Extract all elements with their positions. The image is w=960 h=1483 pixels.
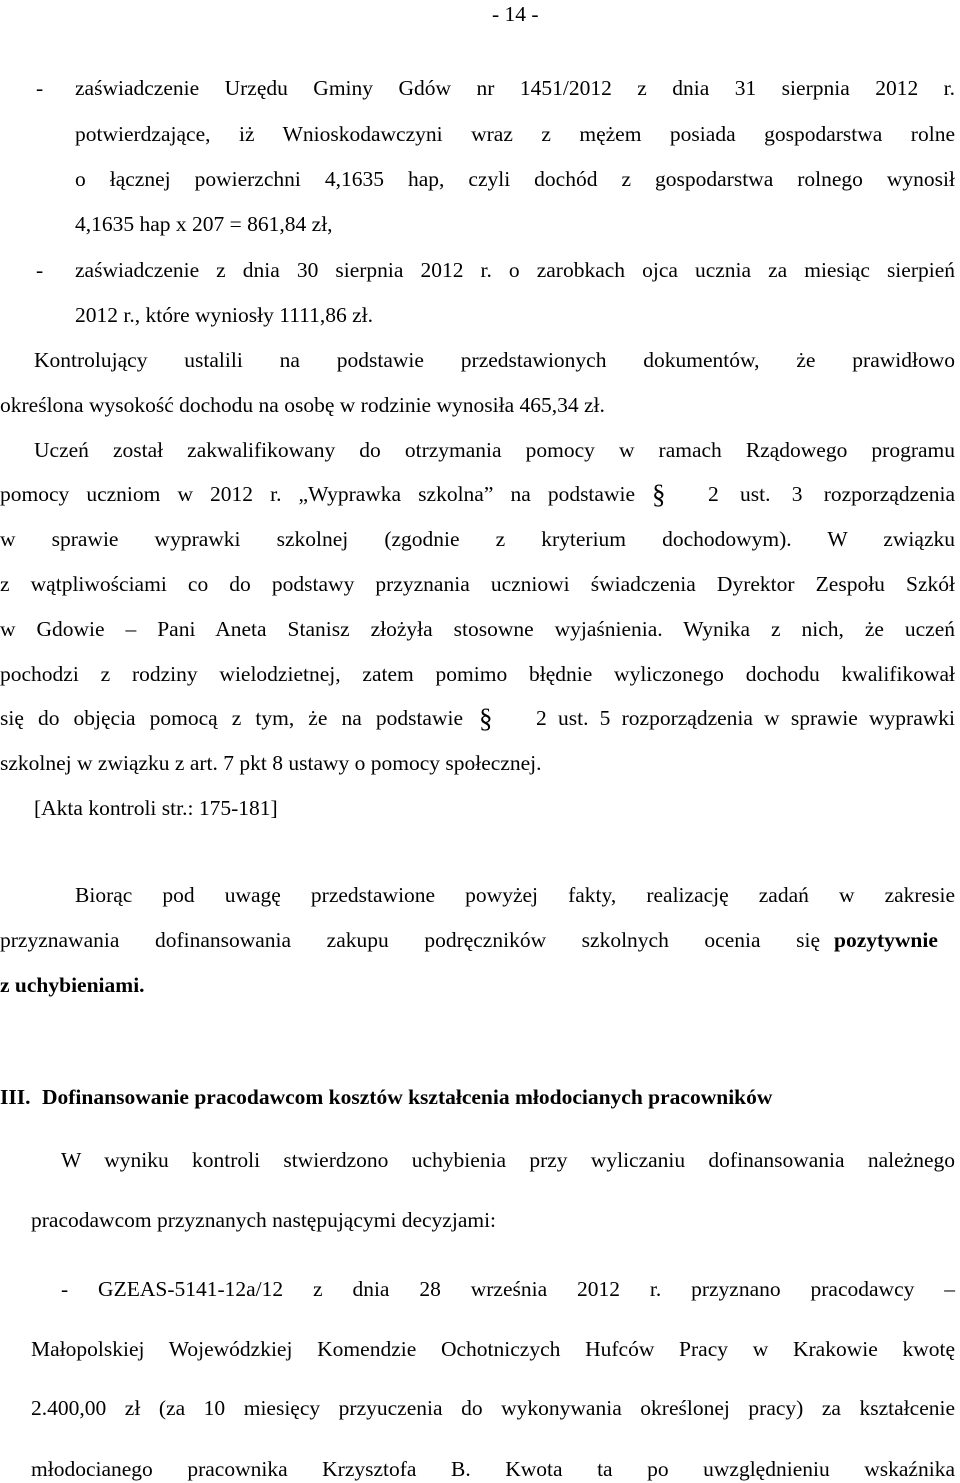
list-dash: -: [36, 258, 44, 282]
list-line: 2012 r., które wyniosły 1111,86 zł.: [75, 303, 373, 327]
list-line: 4,1635 hap x 207 = 861,84 zł,: [75, 212, 333, 236]
section-sign: §: [479, 703, 493, 733]
list-line: zaświadczenie z dnia 30 sierpnia 2012 r. o zarobkach ojca ucznia za miesiąc sierpień: [75, 258, 955, 282]
list-line: o łącznej powierzchni 4,1635 hap, czyli dochód z gospodarstwa rolnego wynosił: [75, 167, 955, 191]
text-span: pomocy uczniom w 2012 r. „Wyprawka szkolna” na podstawie: [0, 482, 635, 506]
list-line: Małopolskiej Wojewódzkiej Komendzie Ochotniczych Hufców Pracy w Krakowie kwotę: [31, 1337, 955, 1361]
paragraph-line: pochodzi z rodziny wielodzietnej, zatem pomimo błędnie wyliczonego dochodu kwalifikował: [0, 662, 955, 686]
list-line: młodocianego pracownika Krzysztofa B. Kwota ta po uwzględnieniu wskaźnika: [31, 1457, 955, 1481]
paragraph-line: W wyniku kontroli stwierdzono uchybienia przy wyliczaniu dofinansowania należnego: [61, 1148, 955, 1172]
text-span: 2 ust. 5 rozporządzenia w sprawie wyprawki: [536, 706, 955, 730]
paragraph-line: określona wysokość dochodu na osobę w rodzinie wynosiła 465,34 zł.: [0, 393, 605, 417]
section-heading: [0, 1085, 773, 1109]
paragraph-line: Uczeń został zakwalifikowany do otrzymania pomocy w ramach Rządowego programu: [34, 438, 955, 462]
reference: [Akta kontroli str.: 175-181]: [34, 796, 278, 820]
list-line: zaświadczenie Urzędu Gminy Gdów nr 1451/2012 z dnia 31 sierpnia 2012 r.: [75, 76, 955, 100]
list-line: 2.400,00 zł (za 10 miesięcy przyuczenia do wykonywania określonej pracy) za kształcenie: [31, 1396, 955, 1420]
section-title: Dofinansowanie pracodawcom kosztów kształcenia młodocianych pracowników: [42, 1085, 773, 1109]
list-dash: -: [36, 76, 44, 100]
paragraph-line: w Gdowie – Pani Aneta Stanisz złożyła stosowne wyjaśnienia. Wynika z nich, że uczeń: [0, 617, 955, 641]
text-span: przyznawania dofinansowania zakupu podręczników szkolnych ocenia się: [0, 928, 820, 952]
list-line: potwierdzające, iż Wnioskodawczyni wraz z mężem posiada gospodarstwa rolne: [75, 122, 955, 146]
text-span: się do objęcia pomocą z tym, że na podstawie: [0, 706, 463, 730]
list-line: - GZEAS-5141-12a/12 z dnia 28 września 2012 r. przyznano pracodawcy –: [61, 1277, 955, 1301]
text-span: 2 ust. 3 rozporządzenia: [708, 482, 955, 506]
paragraph-line: Biorąc pod uwagę przedstawione powyżej fakty, realizację zadań w zakresie: [75, 883, 955, 907]
paragraph-line: w sprawie wyprawki szkolnej (zgodnie z kryterium dochodowym). W związku: [0, 527, 955, 551]
section-sign: §: [652, 479, 666, 509]
bold-text: pozytywnie: [834, 928, 938, 952]
paragraph-line: pracodawcom przyznanych następującymi decyzjami:: [31, 1208, 497, 1232]
paragraph-line: szkolnej w związku z art. 7 pkt 8 ustawy o pomocy społecznej.: [0, 751, 542, 775]
section-number: III.: [0, 1085, 31, 1109]
paragraph-line: z uchybieniami.: [0, 973, 145, 997]
page-number: - 14 -: [492, 2, 539, 26]
paragraph-line: z wątpliwościami co do podstawy przyznania uczniowi świadczenia Dyrektor Zespołu Szkół: [0, 572, 955, 596]
paragraph-line: Kontrolujący ustalili na podstawie przedstawionych dokumentów, że prawidłowo: [34, 348, 955, 372]
